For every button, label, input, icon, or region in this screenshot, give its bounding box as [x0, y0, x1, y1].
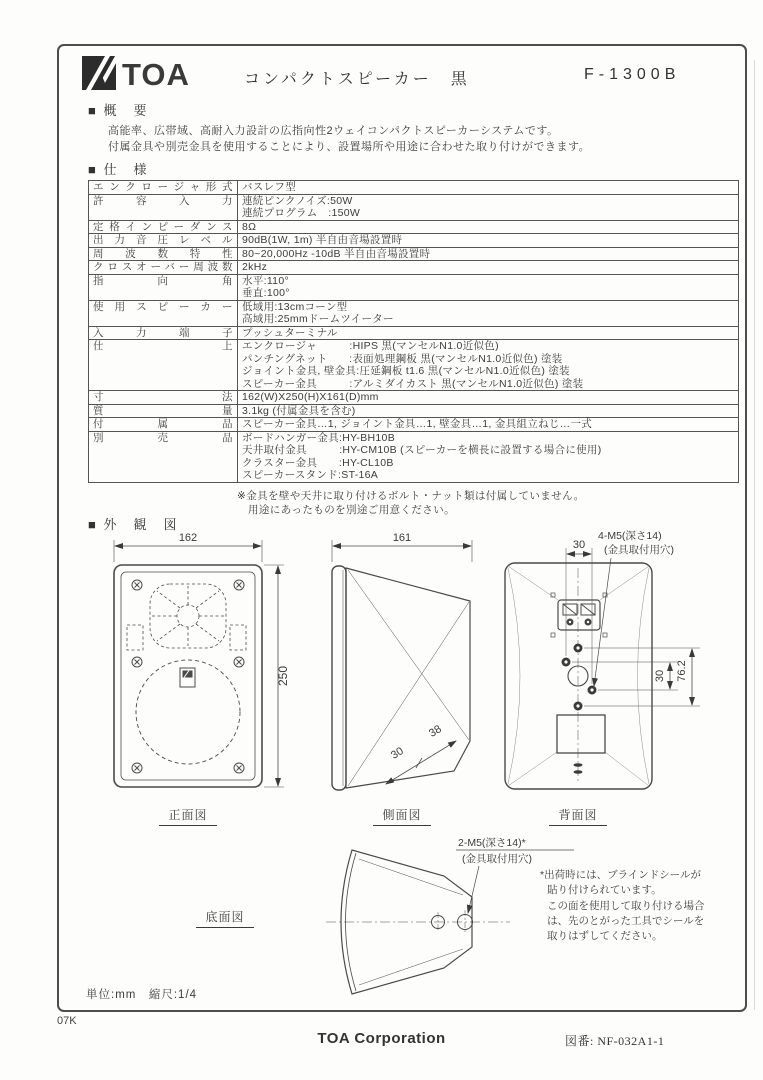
overview-line: 付属金具や別売金具を使用することにより、設置場所や用途に合わせた取り付けができます。 [108, 141, 591, 153]
spec-label: 質量 [89, 404, 238, 418]
spec-value-line: 天井取付金具 :HY-CM10B (スピーカーを横長に設置する場合に使用) [242, 444, 602, 456]
spec-row [89, 261, 739, 275]
bottom-view-label: 底面図 [196, 908, 254, 928]
spec-note-line: ※金具を壁や天井に取り付けるボルト・ナット類は付属していません。 [237, 490, 585, 502]
scale-note: 単位:mm 縮尺:1/4 [86, 989, 198, 1001]
spec-value-line: 3.1kg (付属金具を含む) [242, 404, 356, 417]
note-line: 貼り付けられています。 [547, 884, 662, 897]
note-line: この面を使用して取り付ける場合 [547, 899, 705, 912]
spec-row [89, 391, 739, 405]
spec-row [89, 194, 739, 220]
page-title: コンパクトスピーカー 黒 [244, 71, 470, 88]
spec-row [89, 418, 739, 432]
spec-row [89, 326, 739, 340]
spec-heading: ■ 仕 様 [88, 162, 149, 177]
overview-line: 高能率、広帯域、高耐入力設計の広指向性2ウェイコンパクトスピーカーシステムです。 [108, 125, 559, 137]
model-number: F-1300B [584, 66, 681, 83]
spec-value-line: 80~20,000Hz -10dB 半自由音場設置時 [242, 247, 431, 260]
spec-row [89, 404, 739, 418]
terminal-block [551, 593, 607, 637]
spec-label: 仕上 [89, 340, 238, 391]
spec-label: 許容入力 [89, 194, 238, 220]
mounting-holes [562, 644, 597, 711]
spec-row [89, 181, 739, 195]
spec-row [89, 220, 739, 234]
spec-value-line: スピーカースタンド:ST-16A [242, 469, 379, 481]
rear-right-dim-small: 30 [654, 669, 666, 683]
front-view-drawing [114, 532, 290, 787]
footer-drawing-number: 図番: NF-032A1-1 [565, 1034, 665, 1048]
side-dim-a: 30 [389, 745, 406, 762]
spec-value-line: 2kHz [242, 261, 268, 273]
rear-hole-label: (金具取付用穴) [604, 544, 674, 556]
spec-row [89, 431, 739, 482]
spec-value-line: 連続プログラム :150W [242, 207, 361, 219]
spec-row [89, 247, 739, 261]
side-dim-b: 38 [427, 723, 444, 740]
spec-label: 付属品 [89, 418, 238, 432]
spec-label: 使用スピーカー [89, 300, 238, 326]
front-logo-plate [180, 668, 195, 687]
spec-label: 出力音圧レベル [89, 234, 238, 248]
rear-hole-label: 4-M5(深さ14) [598, 530, 662, 542]
spec-row [89, 300, 739, 326]
logo-wordmark: TOA [122, 57, 190, 92]
spec-value-line: スピーカー金具…1, ジョイント金具…1, 壁金具…1, 金具組立ねじ…一式 [242, 418, 593, 430]
spec-value-line: 垂直:100° [242, 287, 290, 299]
spec-label: 定格インピーダンス [89, 220, 238, 234]
spec-value-line: 連続ピンクノイズ:50W [242, 194, 353, 207]
bottom-hole-label: (金具取付用穴) [462, 853, 532, 865]
spec-label: 別売品 [89, 431, 238, 482]
spec-value-line: 低域用:13cmコーン型 [242, 300, 348, 313]
spec-note-line: 用途にあったものを別途ご用意ください。 [248, 504, 455, 516]
blind-seal-note [540, 868, 705, 944]
drawings-heading: ■ 外 観 図 [88, 517, 179, 532]
rear-right-dim-large: 76.2 [676, 660, 688, 682]
spec-value-line: 162(W)X250(H)X161(D)mm [242, 391, 379, 403]
footer-company: TOA Corporation [317, 1030, 446, 1047]
spec-value-line: プッシュターミナル [242, 326, 338, 339]
spec-row [89, 274, 739, 300]
spec-row [89, 234, 739, 248]
scan-edge-line [754, 60, 755, 1010]
spec-label: 入力端子 [89, 326, 238, 340]
note-line: 取りはずしてください。 [547, 930, 663, 943]
spec-value-line: バスレフ型 [242, 181, 296, 193]
rear-top-dim: 30 [572, 539, 586, 551]
spec-value-line: パンチングネット :表面処理鋼板 黒(マンセルN1.0近似色) 塗装 [242, 352, 563, 365]
side-view-drawing [332, 532, 472, 790]
spec-row [89, 340, 739, 391]
note-line: は、先のとがった工具でシールを [547, 914, 705, 927]
spec-value-line: ボードハンガー金具:HY-BH10B [242, 431, 395, 444]
note-line: *出荷時には、ブラインドシールが [540, 869, 702, 881]
spec-value-line: 90dB(1W, 1m) 半自由音場設置時 [242, 234, 403, 246]
front-height-dim: 250 [276, 665, 290, 687]
toa-logo [82, 55, 208, 98]
spec-label: エンクロージャ形式 [89, 181, 238, 195]
spec-label: クロスオーバー周波数 [89, 261, 238, 275]
spec-value-line: クラスター金具 :HY-CL10B [242, 456, 394, 469]
spec-label: 寸法 [89, 391, 238, 405]
spec-value-line: 高域用:25mmドームツイーター [242, 313, 394, 325]
front-view-label: 正面図 [159, 806, 217, 826]
side-depth-dim: 161 [392, 532, 412, 544]
rear-view-label: 背面図 [549, 806, 607, 826]
spec-value-line: エンクロージャ :HIPS 黒(マンセルN1.0近似色) [242, 340, 499, 352]
bottom-hole-label: 2-M5(深さ14)* [458, 837, 526, 849]
overview-heading: ■ 概 要 [88, 103, 149, 118]
front-width-dim: 162 [178, 532, 198, 544]
spec-label: 指向角 [89, 274, 238, 300]
spec-table [88, 180, 739, 483]
spec-value-line: 水平:110° [242, 274, 289, 287]
tweeter-outline [150, 584, 226, 648]
footer-code: 07K [57, 1015, 77, 1027]
side-view-label: 側面図 [373, 806, 431, 826]
spec-value-line: 8Ω [242, 220, 257, 233]
spec-label: 周波数特性 [89, 247, 238, 261]
spec-value-line: ジョイント金具, 壁金具:圧延鋼板 t1.6 黒(マンセルN1.0近似色) 塗装 [242, 365, 570, 377]
bottom-view-drawing [326, 837, 574, 994]
spec-value-line: スピーカー金具 :アルミダイカスト 黒(マンセルN1.0近似色) 塗装 [242, 377, 584, 390]
rear-view-drawing [505, 530, 700, 789]
